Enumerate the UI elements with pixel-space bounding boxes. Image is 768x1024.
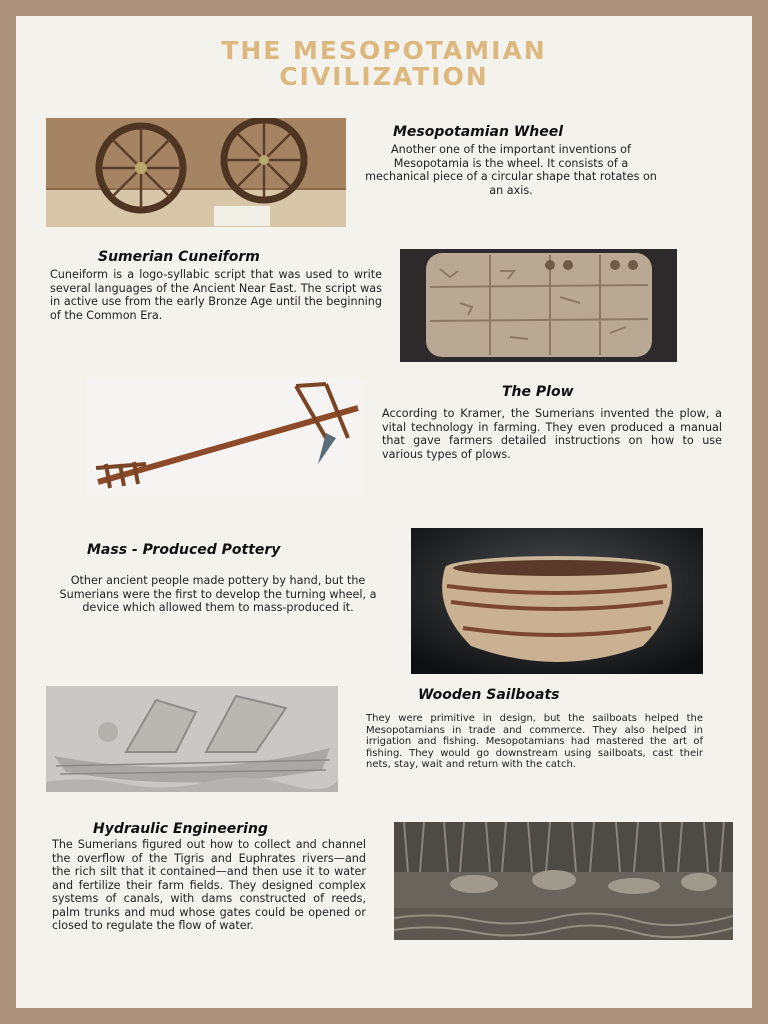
- plow-heading: The Plow: [502, 384, 574, 400]
- sailboats-body: They were primitive in design, but the sailboats helped the Mesopotamians in trade and commerce. They also helped in irrigation and fishing. Mesopotamians had mastered the art of fishing. They would go downstream using sailboats, cast their nets, stay, wait and return with the catch.: [366, 713, 703, 771]
- plow-body: According to Kramer, the Sumerians invented the plow, a vital technology in farming. They even produced a manual that gave farmers detailed instructions on how to use various types of plows.: [382, 407, 722, 461]
- wheel-body: Another one of the important inventions of Mesopotamia is the wheel. It consists of a mechanical piece of a circular shape that rotates on an axis.: [365, 143, 657, 197]
- page-title: [16, 38, 752, 90]
- wheel-heading: Mesopotamian Wheel: [393, 124, 564, 140]
- pottery-body: Other ancient people made pottery by hand, but the Sumerians were the first to develop the turning wheel, a device which allowed them to mass-produced it.: [59, 574, 377, 614]
- pottery-bowl-photo: [411, 528, 703, 674]
- clay-tablet-photo: [400, 249, 677, 362]
- cuneiform-body: Cuneiform is a logo-syllabic script that was used to write several languages of the Ancient Near East. The script was in active use from the early Bronze Age until the beginning of the Common Era.: [50, 268, 382, 322]
- plow-photo: [86, 378, 364, 496]
- cuneiform-heading: Sumerian Cuneiform: [98, 249, 260, 265]
- sailboat-relief-photo: [46, 686, 338, 792]
- pottery-heading: Mass - Produced Pottery: [87, 542, 281, 558]
- hydraulic-body: The Sumerians figured out how to collect and channel the overflow of the Tigris and Euphrates rivers—and the rich silt that it contained—and then use it to water and fertilize their farm fields. They designed complex systems of canals, with dams constructed of reeds, palm trunks and mud whose gates could be opened or closed to regulate the flow of water.: [52, 838, 366, 932]
- title-line-1: THE MESOPOTAMIAN: [221, 36, 547, 65]
- wooden-wheel-photo: [46, 118, 346, 227]
- hydraulic-heading: Hydraulic Engineering: [93, 821, 268, 837]
- sailboats-heading: Wooden Sailboats: [418, 687, 560, 703]
- relief-carving-photo: [394, 822, 733, 940]
- title-line-2: CIVILIZATION: [279, 62, 489, 91]
- poster-page: [16, 16, 752, 1008]
